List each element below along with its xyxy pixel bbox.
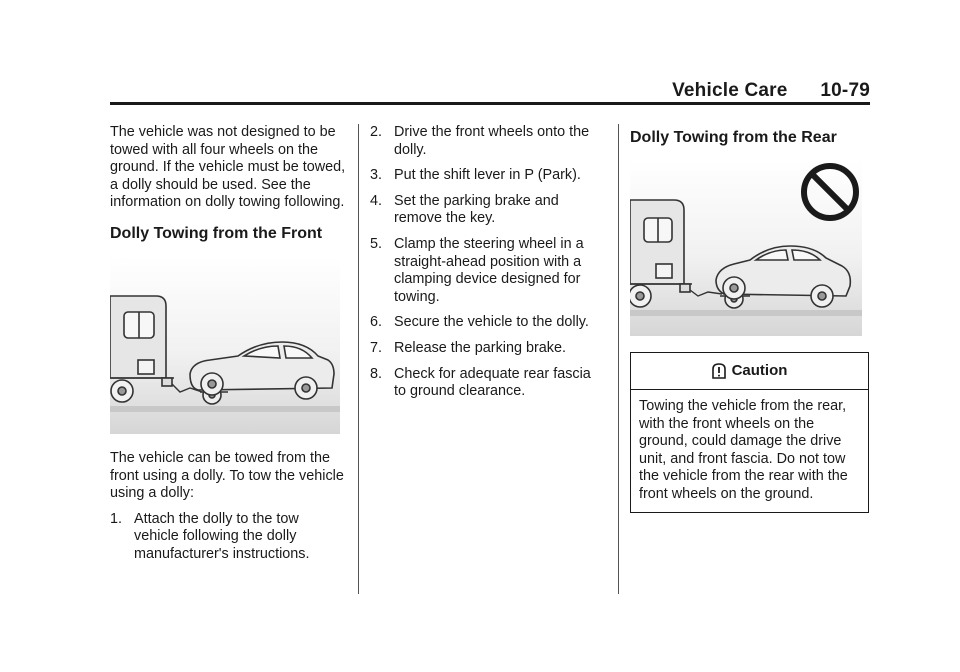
intro-paragraph: The vehicle was not designed to be towed with all four wheels on the ground. If the vehicle must be towed, a dolly should be used. See the information on dolly towing following. (110, 124, 346, 211)
header-rule (110, 102, 870, 105)
caution-title: Caution (731, 362, 788, 380)
step-text: Drive the front wheels onto the dolly. (394, 124, 590, 158)
steps-list-col2 (370, 124, 606, 401)
caution-icon (712, 363, 726, 379)
list-item (370, 314, 606, 332)
step-number: 5. (370, 235, 383, 252)
step-text: Put the shift lever in P (Park). (394, 167, 581, 184)
header-page-number: 10-79 (820, 80, 870, 101)
rear-dolly-towing-illustration (630, 160, 862, 336)
column-2 (370, 124, 606, 409)
list-item (110, 511, 346, 564)
caution-body: Towing the vehicle from the rear, with the front wheels on the ground, could damage the drive unit, and front fascia. Do not tow the vehicle from the rear with the front wheels on the ground. (639, 398, 848, 502)
step-text: Clamp the steering wheel in a straight-ahead position with a clamping device designed for towing. (394, 235, 584, 305)
list-item (370, 340, 606, 358)
step-text: Secure the vehicle to the dolly. (394, 314, 589, 331)
front-dolly-towing-illustration (110, 256, 340, 434)
header-title (672, 80, 870, 102)
header-section: Vehicle Care (672, 80, 788, 101)
caution-header (631, 353, 868, 390)
step-number: 2. (370, 124, 383, 140)
step-text: Set the parking brake and remove the key. (394, 192, 559, 227)
step-number: 1. (110, 510, 123, 527)
list-item (370, 236, 606, 306)
step-text: Check for adequate rear fascia to ground clearance. (394, 365, 591, 400)
step-number: 6. (370, 314, 383, 331)
step-number: 3. (370, 167, 383, 184)
column-1 (110, 124, 346, 572)
list-item (370, 193, 606, 228)
column-3 (630, 124, 870, 513)
step-number: 7. (370, 339, 383, 356)
step-text: Attach the dolly to the tow vehicle following the dolly manufacturer's instructions. (134, 510, 310, 562)
column-divider (358, 124, 359, 594)
list-item (370, 366, 606, 401)
list-item (370, 124, 606, 159)
front-towing-paragraph: The vehicle can be towed from the front using a dolly. To tow the vehicle using a dolly: (110, 449, 344, 502)
section-heading-rear: Dolly Towing from the Rear (630, 129, 837, 146)
steps-list-col1 (110, 511, 346, 564)
step-number: 8. (370, 365, 383, 382)
step-text: Release the parking brake. (394, 339, 566, 356)
column-divider (618, 124, 619, 594)
list-item (370, 167, 606, 185)
step-number: 4. (370, 192, 383, 209)
caution-box (630, 352, 869, 513)
section-heading-front: Dolly Towing from the Front (110, 224, 323, 242)
